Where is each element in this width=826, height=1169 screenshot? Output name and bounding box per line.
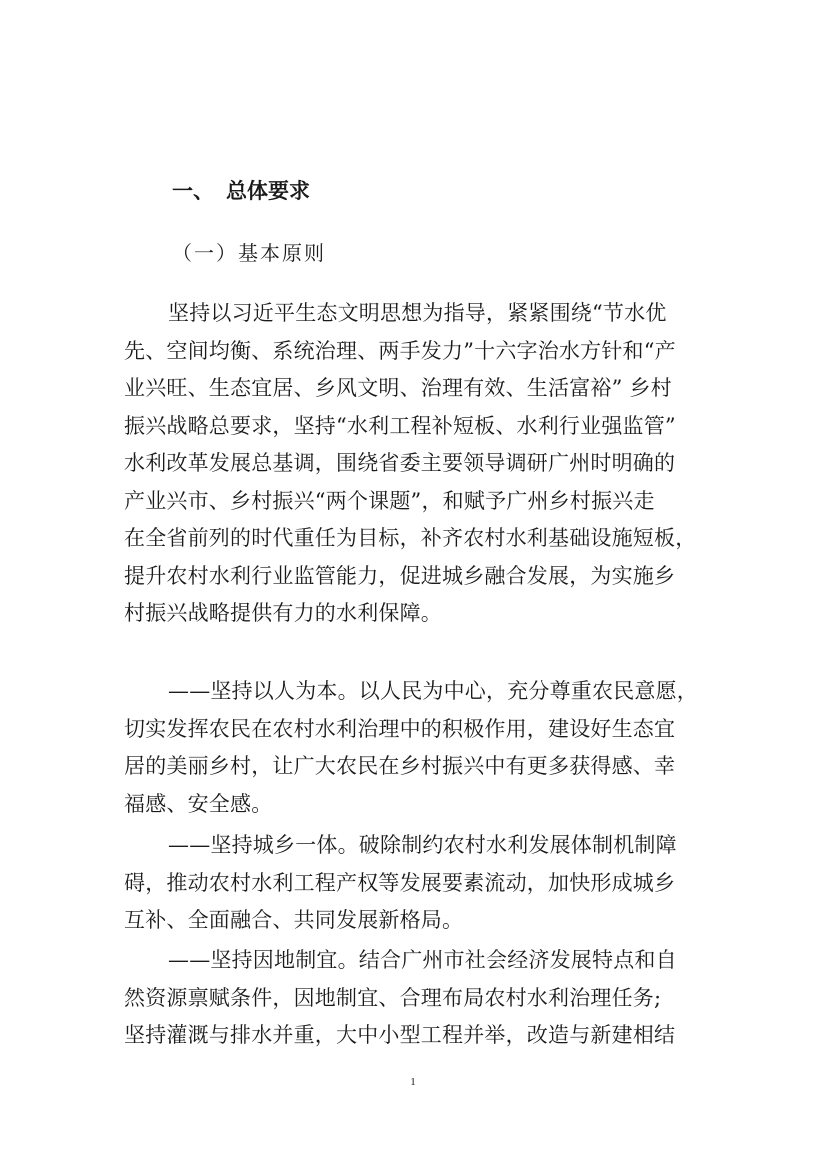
text-line: 业兴旺、生态宜居、乡风文明、治理有效、生活富裕” 乡村 [124, 376, 672, 400]
text-line: 切实发挥农民在农村水利治理中的积极作用，建设好生态宜 [124, 716, 676, 741]
text-line: 产业兴市、乡村振兴“两个课题”，和赋予广州乡村振兴走 [124, 488, 655, 513]
section-heading [172, 176, 310, 206]
text-line: 福感、安全感。 [124, 791, 273, 816]
section-number: 一、 [172, 179, 214, 203]
paragraph-people-oriented [124, 673, 714, 823]
text-line: 坚持以习近平生态文明思想为指导，紧紧围绕“节水优 [168, 301, 667, 325]
text-line: 先、空间均衡、系统治理、两手发力”十六字治水方针和“产 [124, 338, 676, 363]
paragraph-urban-rural-integration [124, 827, 714, 940]
section-title: 总体要求 [226, 179, 310, 203]
paragraph-local-conditions [124, 942, 714, 1055]
text-line: ——坚持以人为本。以人民为中心，充分尊重农民意愿， [168, 679, 698, 703]
text-line: 碍，推动农村水利工程产权等发展要素流动，加快形成城乡 [124, 870, 676, 895]
text-line: 振兴战略总要求，坚持“水利工程补短板、水利行业强监管” [124, 413, 676, 438]
text-line: 坚持灌溉与排水并重，大中小型工程并举，改造与新建相结 [124, 1023, 676, 1047]
paragraph-guiding-principle [124, 295, 714, 633]
text-line: ——坚持因地制宜。结合广州市社会经济发展特点和自 [168, 948, 677, 972]
text-line: 水利改革发展总基调，围绕省委主要领导调研广州时明确的 [124, 451, 676, 475]
subsection-heading: （一）基本原则 [172, 241, 326, 265]
text-line: 居的美丽乡村，让广大农民在乡村振兴中有更多获得感、幸 [124, 754, 676, 778]
text-line: 互补、全面融合、共同发展新格局。 [124, 908, 464, 932]
text-line: ——坚持城乡一体。破除制约农村水利发展体制机制障 [168, 833, 677, 857]
page-number: 1 [410, 1076, 416, 1088]
text-line: 然资源禀赋条件，因地制宜、合理布局农村水利治理任务; [124, 985, 662, 1010]
text-line: 在全省前列的时代重任为目标，补齐农村水利基础设施短板， [124, 526, 697, 550]
text-line: 提升农村水利行业监管能力，促进城乡融合发展，为实施乡 [124, 563, 676, 588]
text-line: 村振兴战略提供有力的水利保障。 [124, 601, 442, 625]
